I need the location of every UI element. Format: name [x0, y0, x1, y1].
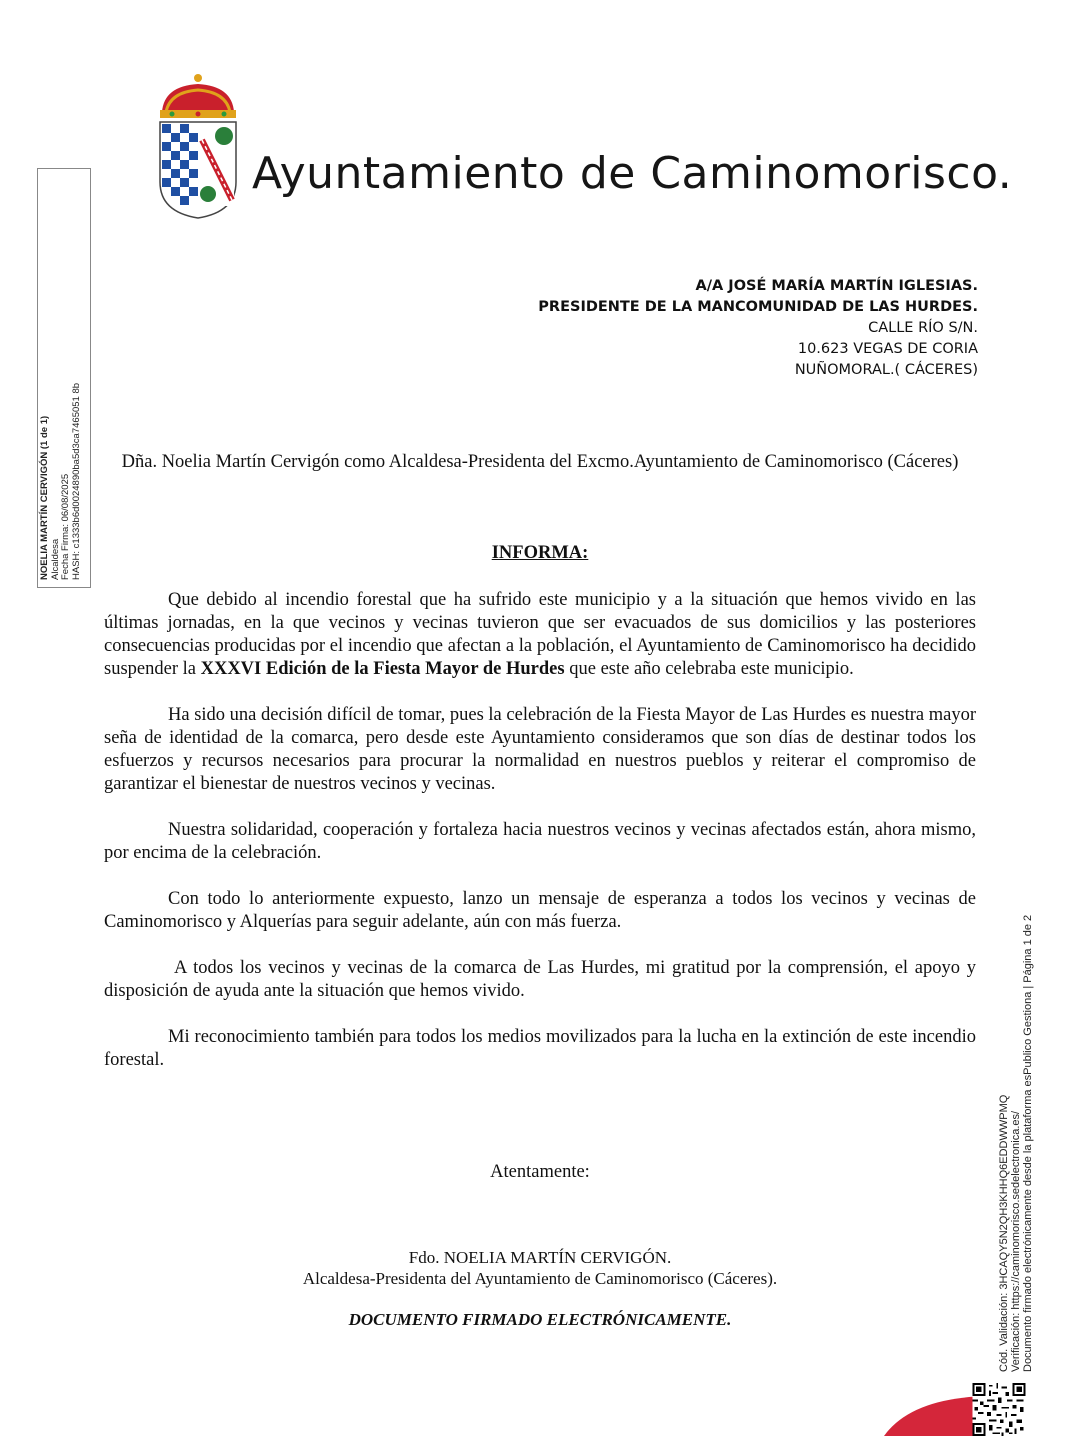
signer-stamp-name: NOELIA MARTÍN CERVIGÓN (1 de 1): [39, 415, 50, 580]
signer-stamp-hash: HASH: c1333b6d0024890ba5d3ca7465051 8b: [70, 382, 82, 580]
recipient-street: CALLE RÍO S/N.: [868, 320, 978, 336]
event-name: XXXVI Edición de la Fiesta Mayor de Hurdes: [200, 659, 565, 679]
intro-text: Dña. Noelia Martín Cervigón como Alcaldesa-Presidenta del Excmo.Ayuntamiento de Caminomorisco (Cáceres): [121, 452, 959, 472]
signer-name: Fdo. NOELIA MARTÍN CERVIGÓN.: [408, 1248, 672, 1267]
signer-stamp-role: Alcaldesa: [49, 538, 61, 580]
paragraph-5: A todos los vecinos y vecinas de la comarca de Las Hurdes, mi gratitud por la comprensión, el apoyo y disposición de ayuda ante la situación que hemos vivido.: [104, 958, 976, 1001]
recipient-title: PRESIDENTE DE LA MANCOMUNIDAD DE LAS HURDES.: [538, 299, 978, 315]
electronic-signature-notice: DOCUMENTO FIRMADO ELECTRÓNICAMENTE.: [348, 1310, 732, 1329]
verification-url: Verificación: https://caminomorisco.sedelectronica.es/: [1010, 1110, 1022, 1372]
municipality-name: Ayuntamiento de Caminomorisco.: [252, 148, 1013, 199]
closing-salutation: Atentamente:: [490, 1162, 590, 1182]
signer-position: Alcaldesa-Presidenta del Ayuntamiento de Caminomorisco (Cáceres).: [302, 1269, 778, 1288]
paragraph-2: Ha sido una decisión difícil de tomar, pues la celebración de la Fiesta Mayor de Las Hurdes es nuestra mayor seña de identidad de la comarca, pero desde este Ayuntamiento consideramos que son días de destinar todos los esfuerzos y recursos necesarios para procurar la normalidad en nuestros pueblos y reiterar el compromiso de garantizar el bienestar de nuestros vecinos y vecinas.: [104, 705, 976, 794]
platform-note: Documento firmado electrónicamente desde la plataforma esPublico Gestiona | Página 1 de 2: [1022, 914, 1034, 1372]
recipient-name: A/A JOSÉ MARÍA MARTÍN IGLESIAS.: [695, 278, 978, 294]
shield-icon: [160, 122, 236, 218]
signature-stamp-text: [40, 180, 82, 580]
signer-block: [104, 1247, 976, 1289]
document-body: [104, 589, 976, 1095]
recipient-postal: 10.623 VEGAS DE CORIA: [797, 341, 978, 357]
paragraph-4: Con todo lo anteriormente expuesto, lanzo un mensaje de esperanza a todos los vecinos y vecinas de Caminomorisco y Alquerías para seguir adelante, aún con más fuerza.: [104, 889, 976, 932]
validation-code: Cód. Validación: 3HCAQY5N2QH3KHHQ6EDDWWPMQ: [998, 1094, 1010, 1372]
crown-icon: [160, 74, 236, 118]
paragraph-6: Mi reconocimiento también para todos los medios movilizados para la lucha en la extinción de este incendio forestal.: [104, 1027, 976, 1070]
coat-of-arms-logo: [152, 72, 244, 220]
qr-code-icon[interactable]: [970, 1383, 1028, 1436]
recipient-address: [538, 276, 978, 381]
recipient-city: NUÑOMORAL.( CÁCERES): [794, 362, 978, 378]
section-heading: INFORMA:: [491, 543, 589, 563]
paragraph-3: Nuestra solidaridad, cooperación y fortaleza hacia nuestros vecinos y vecinas afectados están, ahora mismo, por encima de la celebración.: [104, 820, 976, 863]
validation-text: [998, 902, 1034, 1372]
paragraph-1: Que debido al incendio forestal que ha sufrido este municipio y a la situación que hemos vivido en las últimas jornadas, en la que vecinos y vecinas tuvieron que ser evacuados de sus domicilios y las posteriores consecuencias producidas por el incendio que afectan a la población, el Ayuntamiento de Caminomorisco ha decidido suspender la XXXVI Edición de la Fiesta Mayor de Hurdes que este año celebraba este municipio.: [104, 590, 976, 679]
signer-stamp-date: Fecha Firma: 06/08/2025: [60, 473, 71, 580]
